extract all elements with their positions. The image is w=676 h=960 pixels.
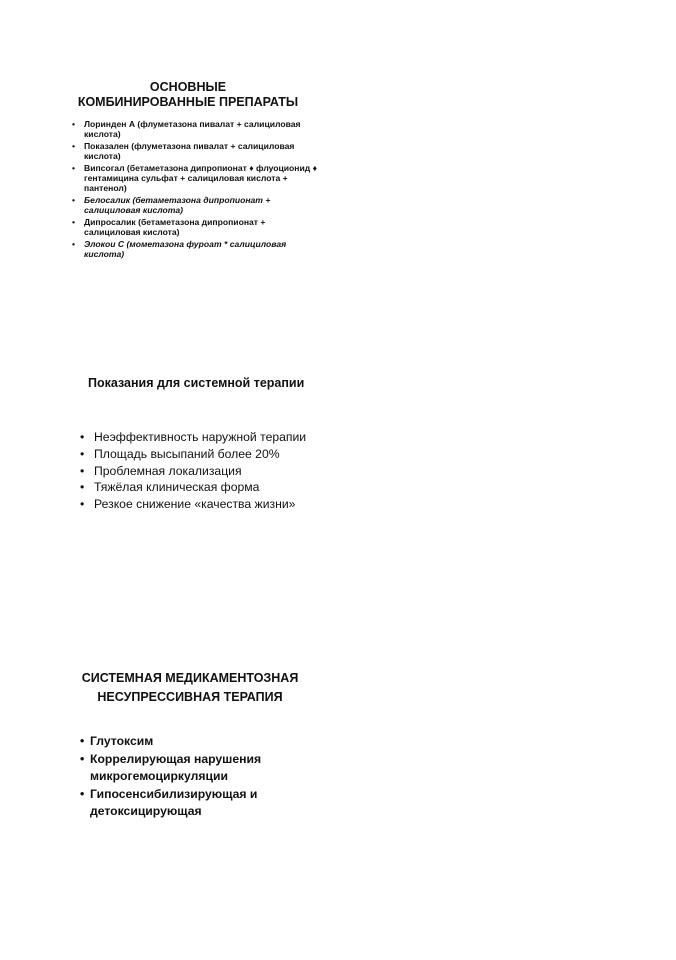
slide-systemic-indications xyxy=(0,376,676,513)
list-item: • Глутоксим xyxy=(80,733,300,751)
list-item: • Резкое снижение «качества жизни» xyxy=(80,496,676,513)
title-line-2: НЕСУПРЕССИВНАЯ ТЕРАПИЯ xyxy=(97,690,283,704)
list-item: • Площадь высыпаний более 20% xyxy=(80,446,676,463)
slide-nonsuppressive-therapy xyxy=(0,669,676,821)
list-item: • Випсогал (бетаметазона дипропионат ♦ флуоционид ♦ гентамицина сульфат + салициловая кислота + пантенол) xyxy=(72,163,322,194)
slide-title xyxy=(0,80,376,110)
slide-combined-drugs xyxy=(0,80,676,261)
list-item: • Лоринден А (флуметазона пивалат + салициловая кислота) xyxy=(72,119,322,139)
slide-title: Показания для системной терапии xyxy=(88,376,305,390)
title-line-2: КОМБИНИРОВАННЫЕ ПРЕПАРАТЫ xyxy=(77,95,299,109)
therapy-list xyxy=(80,733,300,821)
list-item: • Гипосенсибилизирующая и детоксицирующая xyxy=(80,786,300,821)
drug-list xyxy=(72,119,322,259)
list-item: • Тяжёлая клиническая форма xyxy=(80,479,676,496)
list-item: • Элокои С (мометазона фуроат * салициловая кислота) xyxy=(72,239,322,259)
indications-list xyxy=(80,429,676,513)
list-item: • Неэффективность наружной терапии xyxy=(80,429,676,446)
title-line-1: ОСНОВНЫЕ xyxy=(149,80,227,94)
list-item: • Белосалик (бетаметазона дипропионат + салициловая кислота) xyxy=(72,195,322,215)
slide-title xyxy=(0,669,380,707)
list-item: • Дипросалик (бетаметазона дипропионат + салициловая кислота) xyxy=(72,217,322,237)
list-item: • Коррелирующая нарушения микрогемоциркуляции xyxy=(80,751,300,786)
title-line-1: СИСТЕМНАЯ МЕДИКАМЕНТОЗНАЯ xyxy=(81,671,299,685)
list-item: • Показален (флуметазона пивалат + салициловая кислота) xyxy=(72,141,322,161)
list-item: • Проблемная локализация xyxy=(80,463,676,480)
